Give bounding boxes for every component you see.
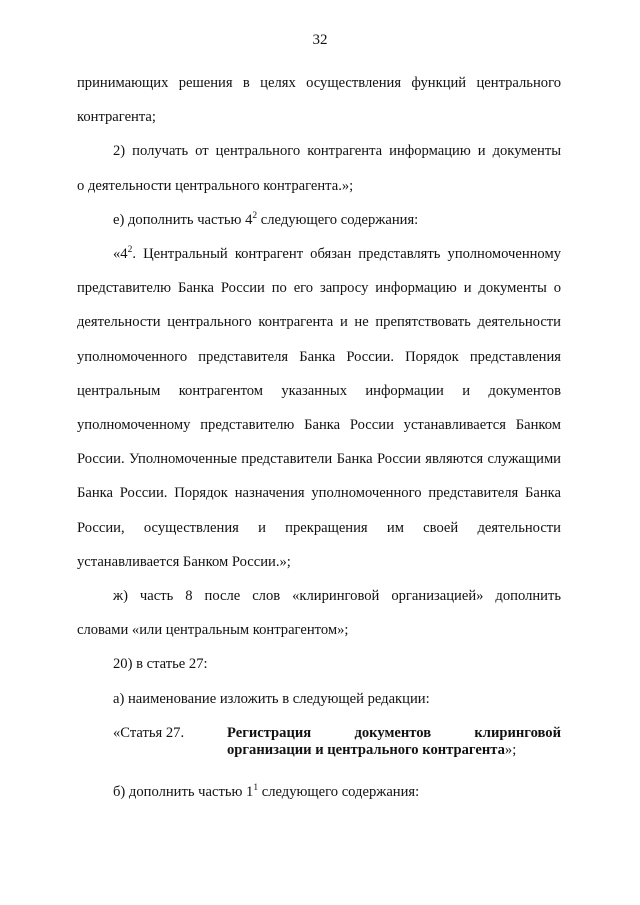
paragraph-2-line-2: о деятельности центрального контрагента.»; (77, 177, 354, 194)
paragraph-3-text-end: следующего содержания: (257, 211, 419, 228)
article-label: «Статья 27. (113, 724, 185, 741)
paragraph-1-line-1: принимающих решения в целях осуществления функций центрального (77, 75, 561, 91)
page-number: 32 (312, 32, 328, 48)
article-title-tail: »; (504, 741, 517, 758)
article-title (227, 725, 561, 759)
paragraph-4-text: . Центральный контрагент обязан представлять уполномоченному представителю Банка России по его запросу информацию и документы о деятельности центрального контрагента и не препятствовать деятельности уполномоченного представителя Банка России. Порядок представления центральным контрагентом указанных информации и документов уполномоченному представителю Банка России устанавливается Банком России. Уполномоченные представители Банка России являются служащими Банка России. Порядок назначения уполномоченного представителя Банка России, осуществления и прекращения им своей деятельности устанавливается Банком России.»; (77, 246, 561, 570)
paragraph-6: 20) в статье 27: (113, 656, 208, 673)
paragraph-7: а) наименование изложить в следующей редакции: (113, 690, 430, 707)
paragraph-3 (77, 203, 561, 237)
paragraph-4-open-quote: «4 (113, 246, 128, 263)
article-title-line-2: организации и центрального контрагента (227, 741, 505, 758)
paragraph-3-text-start: е) дополнить частью 4 (113, 211, 253, 228)
paragraph-3-superscript: 2 (252, 210, 258, 221)
paragraph-5-line-1: ж) часть 8 после слов «клиринговой организацией» дополнить (113, 588, 561, 605)
article-heading (77, 725, 561, 759)
paragraph-4 (77, 237, 561, 579)
paragraph-2-line-1: 2) получать от центрального контрагента информацию и документы (113, 143, 561, 160)
paragraph-5-line-2: словами «или центральным контрагентом»; (77, 622, 349, 639)
paragraph-4-superscript: 2 (127, 245, 133, 256)
paragraph-8-text-start: б) дополнить частью 1 (113, 783, 254, 800)
article-title-line-1: Регистрация документов клиринговой (227, 724, 561, 741)
paragraph-8-superscript: 1 (253, 782, 259, 793)
paragraph-8 (77, 775, 561, 809)
paragraph-1-line-2: контрагента; (77, 109, 156, 126)
document-body (77, 66, 561, 809)
paragraph-8-text-end: следующего содержания: (258, 783, 420, 800)
